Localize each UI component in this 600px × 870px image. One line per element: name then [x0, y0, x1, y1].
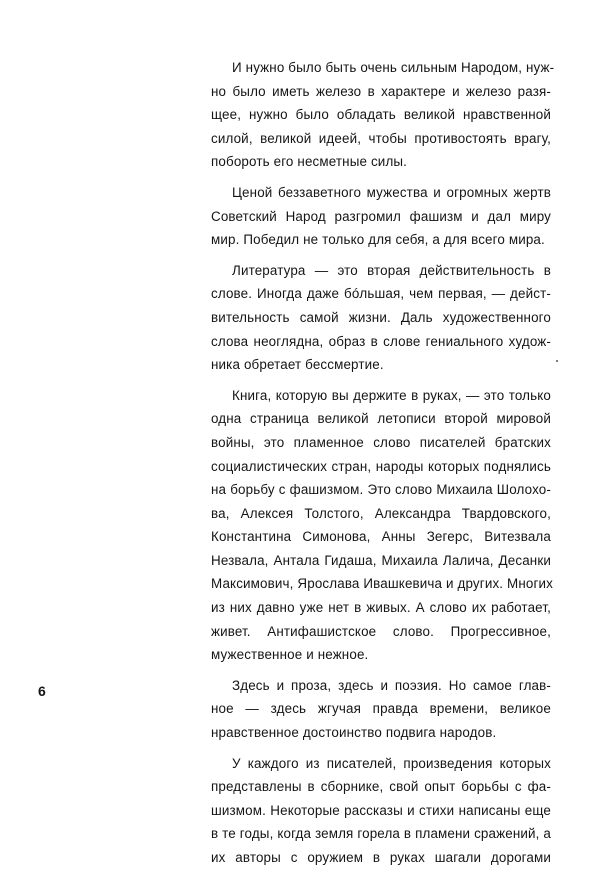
text-line: ника обретает бессмертие.	[211, 357, 384, 373]
text-line: шизмом. Некоторые рассказы и стихи написаны еще	[211, 802, 551, 818]
text-line: живет. Антифашистское слово. Прогрессивное,	[211, 623, 551, 639]
text-line: Ценой беззаветного мужества и огромных жертв	[232, 184, 551, 200]
text-line: слове. Иногда даже бóльшая, чем первая, — дейст-	[211, 286, 551, 302]
text-line: одна страница великой летописи второй мировой	[211, 411, 551, 427]
paragraph-gap	[211, 377, 551, 384]
text-line: социалистических стран, народы которых поднялись	[211, 458, 551, 474]
text-line: слова неоглядна, образ в слове гениального худож-	[211, 333, 551, 349]
text-line: И нужно было быть очень сильным Народом, нуж-	[232, 60, 555, 75]
paragraph	[211, 752, 551, 870]
text-line: У каждого из писателей, произведения которых	[232, 755, 551, 771]
text-line: Здесь и проза, здесь и поэзия. Но самое глав-	[232, 677, 551, 693]
paragraph	[211, 181, 551, 252]
paragraph-gap	[211, 174, 551, 181]
text-line: силой, великой идеей, чтобы противостоять врагу,	[211, 130, 551, 146]
text-line: Книга, которую вы держите в руках, — это только	[232, 387, 551, 403]
text-line: нравственное достоинство подвига народов.	[211, 725, 497, 741]
text-line: Советский Народ разгромил фашизм и дал миру	[211, 208, 551, 224]
text-line: на борьбу с фашизмом. Это слово Михаила Шолохо-	[211, 482, 551, 498]
text-line: из них давно уже нет в живых. А слово их работает,	[211, 600, 551, 616]
text-line: мужественное и нежное.	[211, 647, 369, 663]
paragraph-gap	[211, 667, 551, 674]
paragraph	[211, 674, 551, 745]
text-line: в те годы, когда земля горела в пламени сражений, а	[211, 826, 551, 842]
paragraph	[211, 384, 551, 667]
paragraph-gap	[211, 745, 551, 752]
text-line: вительность самой жизни. Даль художественного	[211, 309, 551, 325]
page-number: 6	[38, 683, 46, 699]
text-line: щее, нужно было обладать великой нравственной	[211, 107, 551, 123]
text-line: ное — здесь жгучая правда времени, великое	[211, 701, 551, 717]
text-line: но было иметь железо в характере и железо разя-	[211, 83, 551, 99]
text-line: побороть его несметные силы.	[211, 154, 408, 170]
paragraph	[211, 259, 551, 377]
text-line: представлены в сборнике, свой опыт борьбы с фа-	[211, 779, 551, 795]
print-speck	[556, 360, 558, 362]
text-line: их авторы с оружием в руках шагали дорогами	[211, 850, 551, 865]
text-line: Литература — это вторая действительность в	[232, 262, 551, 278]
paragraph-gap	[211, 252, 551, 259]
body-text	[211, 56, 555, 870]
text-line: Незвала, Антала Гидаша, Михаила Лалича, Десанки	[211, 552, 551, 568]
text-line: войны, это пламенное слово писателей братских	[211, 434, 551, 450]
text-line: Максимович, Ярослава Ивашкевича и других. Многих	[211, 576, 553, 592]
paragraph	[211, 56, 555, 174]
text-line: Константина Симонова, Анны Зегерс, Витезвала	[211, 529, 551, 545]
text-line: ва, Алексея Толстого, Александра Твардовского,	[211, 505, 551, 521]
text-line: мир. Победил не только для себя, а для всего мира.	[211, 232, 545, 248]
